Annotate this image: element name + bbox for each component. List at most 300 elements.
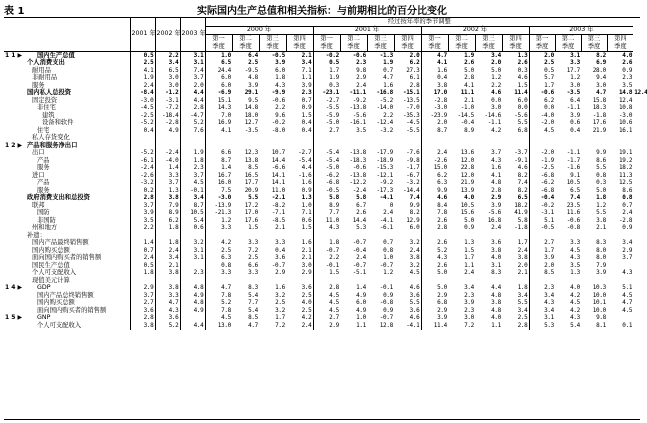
cell-value: -23.1 — [313, 90, 340, 98]
row-marker — [4, 300, 22, 308]
header-quarter-suffix: 季度 — [475, 43, 502, 52]
cell-value: 2.5 — [205, 247, 232, 255]
cell-value: 5.2 — [180, 120, 205, 128]
cell-value: -0.1 — [180, 187, 205, 195]
cell-value: 3.9 — [130, 210, 155, 218]
row-label: 面向国内购买者的销售额 — [37, 306, 107, 314]
cell-value: 3.3 — [248, 239, 258, 247]
cell-value — [155, 135, 180, 143]
header-quarter-suffix: 季度 — [529, 43, 555, 52]
cell-value: 16.0 — [205, 180, 232, 188]
cell-value: -5.2 — [130, 150, 155, 158]
row-marker — [4, 112, 22, 120]
table-row — [4, 75, 640, 83]
cell-value: -0.1 — [379, 284, 393, 292]
cell-value: -5.4 — [313, 157, 340, 165]
row-label: 设备和软件 — [42, 119, 74, 127]
cell-value: -1.7 — [406, 164, 420, 172]
cell-value: -0.6 — [352, 51, 366, 59]
cell-value: 2.9 — [275, 269, 285, 277]
header-quarter-suffix: 季度 — [286, 43, 313, 52]
cell-value: -6.8 — [313, 180, 340, 188]
cell-value: -18.3 — [349, 156, 366, 164]
cell-value: 3.2 — [275, 306, 285, 314]
cell-value: 1.4 — [155, 165, 180, 173]
cell-value: 17.6 — [592, 119, 606, 127]
cell-value: 2.5 — [248, 254, 258, 262]
cell-value: 3.4 — [622, 239, 633, 247]
cell-value: 4.6 — [491, 89, 501, 97]
cell-value: 1.7 — [313, 67, 340, 75]
cell-value: 1.9 — [180, 150, 205, 158]
row-marker — [4, 90, 22, 98]
cell-value: 8.3 — [491, 269, 501, 277]
cell-value: 2.9 — [421, 307, 448, 315]
row-label: 国内产品总终销售额 — [37, 291, 94, 299]
header-annual-2002: 2002 年 — [155, 18, 180, 52]
row-label: 政府消费支出和总投资 — [27, 194, 90, 202]
cell-value: 8.7 — [421, 127, 448, 135]
cell-value: 0.7 — [301, 96, 312, 104]
cell-value: 1.5 — [517, 81, 528, 89]
cell-value: 6.3 — [205, 255, 232, 263]
cell-value: 3.9 — [570, 111, 580, 119]
header-year-2002: 2002 年 — [421, 27, 529, 35]
cell-value: 2.4 — [301, 321, 312, 329]
cell-value: 3.0 — [155, 75, 180, 83]
cell-value: 2.0 — [529, 262, 555, 270]
row-label: 现值美元计算 — [32, 276, 70, 284]
cell-value: -2.0 — [529, 150, 555, 158]
cell-value: 4.8 — [491, 179, 501, 187]
cell-value: -2.5 — [529, 165, 555, 173]
cell-value: 1.7 — [275, 314, 285, 322]
cell-value: 4.1 — [130, 67, 155, 75]
cell-value: 2.9 — [301, 269, 312, 277]
cell-value: 2.1 — [301, 51, 312, 59]
cell-value: -5.6 — [487, 209, 501, 217]
cell-value: 23.5 — [566, 201, 580, 209]
row-marker — [4, 292, 22, 300]
cell-value: 6.6 — [205, 150, 232, 158]
cell-value: 4.7 — [421, 52, 448, 60]
cell-value: -0.7 — [379, 261, 393, 269]
cell-value: 2.9 — [421, 292, 448, 300]
cell-value: 2.1 — [155, 262, 180, 270]
table-row — [4, 315, 640, 323]
cell-value: -35.3 — [402, 111, 420, 119]
cell-value: 7.8 — [421, 210, 448, 218]
cell-value: 2.6 — [517, 59, 528, 67]
cell-value: 2.8 — [464, 74, 474, 82]
cell-value — [421, 135, 448, 143]
cell-value: -0.5 — [313, 187, 340, 195]
row-label: 个人可支配收入 — [32, 269, 77, 277]
cell-value: 2.6 — [356, 209, 366, 217]
cell-value: 2.7 — [529, 240, 555, 248]
cell-value: 2.2 — [275, 104, 285, 112]
cell-value — [529, 135, 555, 143]
cell-value: 7.8 — [205, 307, 232, 315]
cell-value: -1.7 — [566, 156, 580, 164]
cell-value: 1.2 — [596, 201, 606, 209]
cell-value: 4.3 — [570, 254, 580, 262]
cell-value: -12.1 — [376, 171, 393, 179]
header-quarter-suffix: 季度 — [607, 43, 633, 52]
cell-value: 3.2 — [180, 240, 205, 248]
cell-value: 2.8 — [130, 195, 155, 203]
row-marker — [4, 262, 22, 270]
cell-value: -6.6 — [271, 164, 285, 172]
cell-value: 3.6 — [409, 291, 420, 299]
cell-value: 3.5 — [130, 217, 155, 225]
cell-value: 4.4 — [491, 284, 501, 292]
cell-value: 3.9 — [596, 269, 606, 277]
cell-value: 3.5 — [570, 261, 580, 269]
table-row — [4, 322, 640, 330]
cell-value: 2.5 — [275, 299, 285, 307]
header-year-2000: 2000 年 — [205, 27, 313, 35]
row-marker — [4, 165, 22, 173]
cell-value: 5.2 — [155, 322, 180, 330]
cell-value: -4.5 — [130, 105, 155, 113]
cell-value: 0.2 — [130, 187, 155, 195]
cell-value: 10.1 — [592, 299, 606, 307]
cell-value: 3.9 — [275, 59, 285, 67]
cell-value: 13.6 — [460, 149, 474, 157]
cell-value: -21.3 — [205, 210, 232, 218]
cell-value: -14.4 — [402, 186, 420, 194]
cell-value: 1.5 — [301, 224, 312, 232]
cell-value: 7.2 — [275, 321, 285, 329]
row-label: 国防 — [37, 209, 50, 217]
cell-value: 6.4 — [570, 96, 580, 104]
cell-value: 4.0 — [464, 194, 474, 202]
cell-value: 10.8 — [618, 104, 633, 112]
cell-value: 0.6 — [301, 216, 312, 224]
cell-value: 3.4 — [464, 284, 474, 292]
cell-value: 2.3 — [622, 74, 633, 82]
cell-value: 14.4 — [271, 156, 285, 164]
row-label: 固定投资 — [32, 96, 58, 104]
cell-value: 2.8 — [491, 186, 501, 194]
cell-value: 3.3 — [205, 225, 232, 233]
title-row — [4, 2, 640, 16]
cell-value: 11.3 — [618, 171, 633, 179]
cell-value: -3.0 — [130, 97, 155, 105]
header-quarter-suffix: 季度 — [581, 43, 607, 52]
cell-value: 2.4 — [421, 150, 448, 158]
row-marker — [4, 82, 22, 90]
row-label: 产品 — [37, 156, 50, 164]
cell-value: 4.7 — [596, 89, 606, 97]
cell-value: 0.0 — [529, 105, 555, 113]
cell-value: 19.2 — [618, 156, 633, 164]
row-label: 产品和服务净出口 — [27, 141, 78, 149]
cell-value: 6.2 — [155, 217, 180, 225]
cell-value: 10.0 — [592, 291, 606, 299]
cell-value: 15.6 — [460, 209, 474, 217]
cell-value: 4.2 — [205, 240, 232, 248]
row-label: 非住宅 — [37, 104, 56, 112]
row-label: 国民生产总值 — [32, 261, 70, 269]
cell-value: 3.3 — [570, 59, 580, 67]
cell-value: 5.0 — [464, 216, 474, 224]
cell-value: 18.2 — [514, 201, 528, 209]
row-marker — [4, 240, 22, 248]
cell-value: 3.8 — [491, 246, 501, 254]
cell-value: 2.6 — [421, 240, 448, 248]
row-marker — [4, 105, 22, 113]
header-quarter-label: 第四 — [286, 35, 313, 44]
cell-value: 2.1 — [596, 224, 606, 232]
cell-value — [232, 135, 259, 143]
row-label: 服务 — [37, 164, 50, 172]
cell-value: 4.1 — [491, 171, 501, 179]
cell-value: 2.6 — [622, 59, 633, 67]
cell-value: 2.8 — [180, 105, 205, 113]
cell-value: 5.4 — [180, 217, 205, 225]
cell-value: -16.1 — [349, 119, 366, 127]
cell-value: 0.4 — [275, 246, 285, 254]
cell-value: -6.2 — [313, 172, 340, 180]
row-label: 非国防 — [37, 216, 56, 224]
row-marker — [4, 225, 22, 233]
cell-value: 5.3 — [356, 224, 366, 232]
cell-value: 2.4 — [517, 246, 528, 254]
row-label: 个人消费支出 — [27, 59, 65, 67]
cell-value: 2.4 — [491, 224, 501, 232]
cell-value: -13.9 — [205, 202, 232, 210]
cell-value: 9.9 — [596, 149, 606, 157]
table-label: 表 1 — [4, 6, 25, 17]
cell-value: 6.2 — [529, 97, 555, 105]
cell-value: 1.2 — [383, 269, 393, 277]
cell-value: 7.4 — [409, 194, 420, 202]
table-row — [4, 120, 640, 128]
cell-value: 5.0 — [464, 66, 474, 74]
cell-value: 6.8 — [421, 300, 448, 308]
table-row — [4, 60, 640, 68]
cell-value: 2.7 — [313, 315, 340, 323]
cell-value: -5.6 — [352, 111, 366, 119]
cell-value: 14.8 — [618, 89, 633, 97]
cell-value: 10.5 — [180, 210, 205, 218]
row-marker — [4, 217, 22, 225]
row-marker — [4, 247, 22, 255]
cell-value: 2.3 — [529, 285, 555, 293]
cell-value: 15.1 — [205, 97, 232, 105]
cell-value: 9.8 — [356, 66, 366, 74]
table-row — [4, 150, 640, 158]
cell-value: 4.4 — [180, 322, 205, 330]
cell-value: 12.4 — [634, 89, 647, 97]
cell-value: 0.4 — [130, 127, 155, 135]
cell-value: 15.8 — [592, 96, 606, 104]
table-row — [4, 285, 640, 293]
cell-value: 2.0 — [517, 261, 528, 269]
cell-value: 8.3 — [596, 239, 606, 247]
cell-value: -8.0 — [271, 126, 285, 134]
cell-value: 7.7 — [248, 299, 258, 307]
cell-value: 4.3 — [529, 300, 555, 308]
row-label: GDP — [37, 284, 51, 292]
cell-value: 3.0 — [491, 104, 501, 112]
cell-value: 4.6 — [517, 164, 528, 172]
table-row — [4, 180, 640, 188]
cell-value: 6.0 — [205, 75, 232, 83]
header-quarter-suffix: 季度 — [232, 43, 259, 52]
cell-value: 1.7 — [517, 239, 528, 247]
cell-value: -5.4 — [298, 156, 312, 164]
header-quarter-suffix: 季度 — [367, 43, 394, 52]
cell-value: 0 — [389, 201, 393, 209]
cell-value — [475, 135, 502, 143]
cell-value: -3.2 — [130, 180, 155, 188]
cell-value: -0.6 — [566, 216, 580, 224]
cell-value: 2.0 — [421, 120, 448, 128]
cell-value: 0.5 — [313, 60, 340, 68]
cell-value: 2.6 — [421, 262, 448, 270]
cell-value: 1.3 — [517, 51, 528, 59]
cell-value: 6.1 — [409, 74, 420, 82]
header-quarter-suffix: 季度 — [555, 43, 581, 52]
cell-value: 13.0 — [205, 322, 232, 330]
cell-value: 14.1 — [271, 171, 285, 179]
cell-value: -6.9 — [205, 90, 232, 98]
cell-value: 6.5 — [570, 186, 580, 194]
cell-value: 2.5 — [301, 291, 312, 299]
cell-value: 5.5 — [248, 194, 258, 202]
cell-value: -4.7 — [180, 112, 205, 120]
cell-value: 3.2 — [409, 261, 420, 269]
cell-value: 2.2 — [155, 52, 180, 60]
cell-value: 3.0 — [301, 261, 312, 269]
cell-value: 11.0 — [313, 217, 340, 225]
cell-value: -3.7 — [514, 149, 528, 157]
cell-value: -0.7 — [313, 247, 340, 255]
cell-value: 1.1 — [491, 321, 501, 329]
cell-value: 16.8 — [487, 216, 501, 224]
cell-value: 3.3 — [570, 239, 580, 247]
cell-value: 0.7 — [622, 201, 633, 209]
cell-value: -1.0 — [460, 104, 474, 112]
row-marker — [4, 127, 22, 135]
cell-value: -7.0 — [406, 104, 420, 112]
cell-value: -0.4 — [352, 246, 366, 254]
cell-value: 0.9 — [622, 66, 633, 74]
cell-value: 3.3 — [155, 292, 180, 300]
header-annual-2001: 2001 年 — [130, 18, 155, 52]
cell-value: -15.3 — [376, 164, 393, 172]
cell-value: 6.2 — [421, 172, 448, 180]
cell-value: 11.1 — [460, 89, 474, 97]
cell-value: 0.5 — [130, 262, 155, 270]
cell-value: 3.4 — [491, 51, 501, 59]
table-row — [4, 135, 640, 143]
cell-value: 8.0 — [596, 246, 606, 254]
cell-value: 2.1 — [464, 96, 474, 104]
cell-value: -0.2 — [271, 119, 285, 127]
cell-value: 4.9 — [356, 306, 366, 314]
cell-value: -6.8 — [529, 172, 555, 180]
cell-value: 1.9 — [130, 75, 155, 83]
cell-value: 3.1 — [180, 52, 205, 60]
cell-value: 2.3 — [301, 89, 312, 97]
cell-value: 8.9 — [464, 126, 474, 134]
header-quarter-label: 第一 — [205, 35, 232, 44]
cell-value: 1.6 — [421, 67, 448, 75]
cell-value: 2.6 — [464, 59, 474, 67]
cell-value: -2.0 — [529, 120, 555, 128]
cell-value: 0.7 — [383, 239, 393, 247]
cell-value: 5.2 — [205, 300, 232, 308]
cell-value: 3.6 — [491, 239, 501, 247]
cell-value: 3.8 — [421, 82, 448, 90]
cell-value: 1.3 — [570, 269, 580, 277]
cell-value: 3.8 — [409, 254, 420, 262]
cell-value: 1.9 — [383, 59, 393, 67]
cell-value: 1.2 — [205, 217, 232, 225]
cell-value: 6.2 — [409, 59, 420, 67]
cell-value: 9.9 — [421, 187, 448, 195]
cell-value: 4.5 — [313, 300, 340, 308]
cell-value: -5.2 — [379, 96, 393, 104]
row-label: 住宅 — [37, 126, 50, 134]
cell-value: 3.8 — [155, 195, 180, 203]
cell-value: 22.8 — [460, 164, 474, 172]
cell-value: 4.5 — [529, 127, 555, 135]
cell-value: 2.0 — [491, 59, 501, 67]
cell-value: 10.3 — [592, 284, 606, 292]
cell-value: 1.7 — [464, 254, 474, 262]
cell-value: 1.0 — [301, 201, 312, 209]
cell-value: 8.5 — [529, 270, 555, 278]
cell-value: -0.7 — [271, 261, 285, 269]
cell-value: -1.6 — [298, 171, 312, 179]
cell-value: 8.5 — [248, 164, 258, 172]
cell-value: 3.6 — [301, 284, 312, 292]
cell-value: 17.2 — [244, 201, 258, 209]
cell-value: 3.4 — [301, 59, 312, 67]
cell-value: 8.2 — [409, 209, 420, 217]
cell-value: 3.1 — [180, 247, 205, 255]
cell-value: 5.2 — [421, 247, 448, 255]
cell-value: -9.9 — [271, 89, 285, 97]
cell-value: 4.3 — [313, 225, 340, 233]
cell-value: 17.7 — [244, 179, 258, 187]
cell-value: 4.4 — [180, 97, 205, 105]
cell-value: 2.1 — [517, 269, 528, 277]
cell-value: 17.0 — [244, 209, 258, 217]
cell-value: 1.1 — [356, 321, 366, 329]
header-quarter-suffix: 季度 — [448, 43, 475, 52]
cell-value: 5.0 — [421, 270, 448, 278]
cell-value: -5.1 — [352, 269, 366, 277]
cell-value: 29.1 — [244, 89, 258, 97]
cell-value: 6.9 — [596, 59, 606, 67]
cell-value: 16.7 — [205, 172, 232, 180]
row-marker — [4, 135, 22, 143]
cell-value: 12.3 — [244, 149, 258, 157]
cell-value: 1.0 — [205, 52, 232, 60]
cell-value: 7.2 — [464, 321, 474, 329]
cell-value: 3.0 — [570, 81, 580, 89]
header-quarter-suffix: 季度 — [421, 43, 448, 52]
cell-value: 2.4 — [130, 82, 155, 90]
cell-value: 0.0 — [491, 96, 501, 104]
table-row — [4, 270, 640, 278]
